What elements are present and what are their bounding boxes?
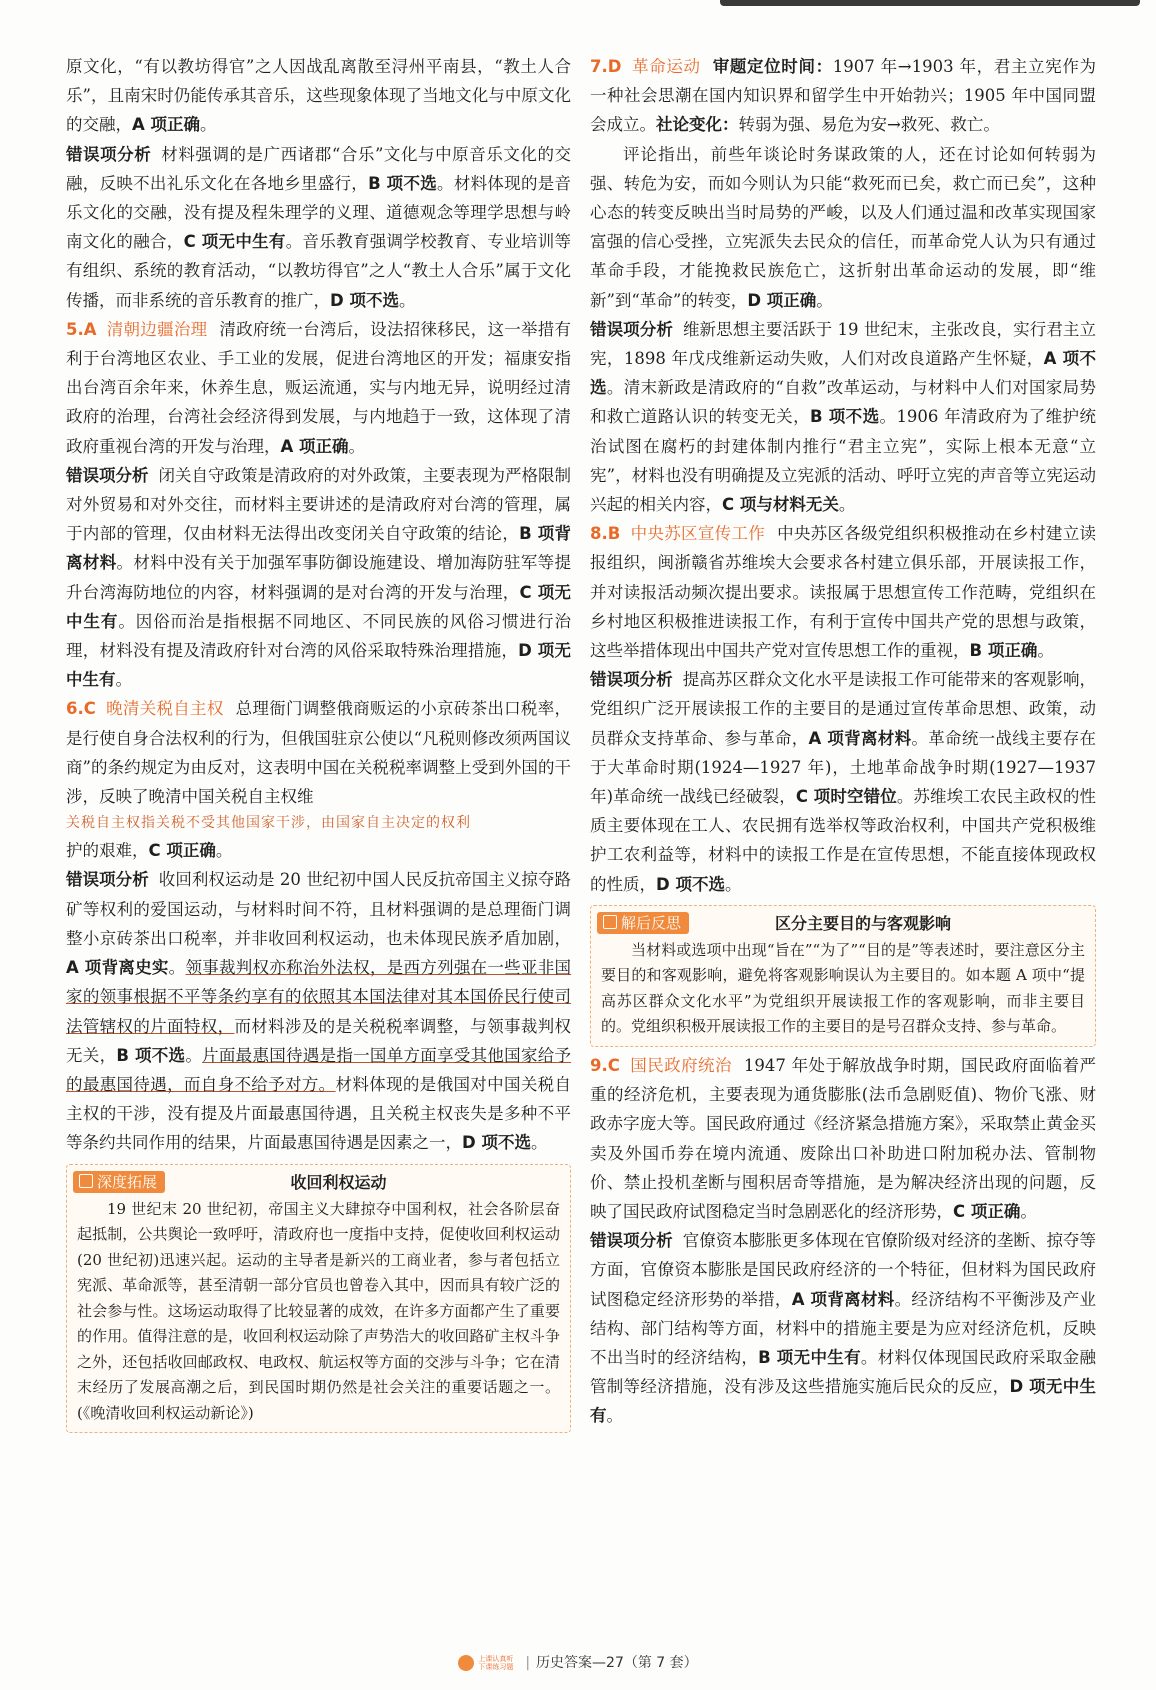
q9-error-analysis [590, 1226, 1096, 1430]
q6-handwritten-note: 关税自主权指关税不受其他国家干涉，由国家自主决定的权利 [66, 815, 471, 832]
q6-answer [66, 694, 571, 865]
q8-body: 中央苏区各级党组织积极推动在乡村建立读报组织，闽浙赣省苏维埃大会要求各村建立俱乐部，开展读报工作，并对读报活动频次提出要求。读报属于思想宣传工作范畴，党组织在乡村地区积极推进读报工作，有利于宣传中国共产党的思想与政策，这些举措体现出中国共产党对宣传思想工作的重视，B 项正确。 [590, 524, 1097, 661]
left-column [66, 52, 571, 1437]
q5-error-analysis [66, 461, 571, 695]
q6-error-text-b: 而材料涉及的是关税税率调整，与领事裁判权无关，B 项不选。 [66, 1016, 572, 1065]
q6-underlined-definition-2: 片面最惠国待遇是指一国单方面享受其他国家给予的最惠国待遇，而自身不给予对方。 [66, 1045, 572, 1094]
reflection-tag [597, 912, 689, 934]
page-footer [0, 1652, 1156, 1672]
q6-error-text-a: 收回利权运动是 20 世纪初中国人民反抗帝国主义掠夺路矿等权利的爱国运动，与材料时间不符，且材料强调的是总理衙门调整小京砖茶出口税率，并非收回利权运动，也未体现民族矛盾加剧，A 项背离史实。 [66, 870, 571, 978]
deep-extension-tag [73, 1171, 165, 1193]
error-analysis-label: 错误项分析 [590, 670, 673, 690]
q6-underlined-definition-1: 领事裁判权亦称治外法权，是西方列强在一些亚非国家的领事根据不平等条约享有的依照其本国法律对其本国侨民行使司法管辖权的片面特权， [66, 958, 572, 1036]
error-analysis-label: 错误项分析 [66, 144, 152, 164]
q7-error-analysis [590, 315, 1096, 519]
right-column [590, 52, 1096, 1431]
deep-extension-box [66, 1164, 571, 1434]
q6-body-b: 护的艰难，C 项正确。 [66, 841, 233, 861]
q7-body: 评论指出，前些年谈论时务谋政策的人，还在讨论如何转弱为强、转危为安，而如今则认为只能“救死而已矣，救亡而已矣”，这种心态的转变反映出当时局势的严峻，以及人们通过温和改革实现国家富强的信心受挫，立宪派失去民众的信任，而革命党人认为只有通过革命手段，才能挽救民族危亡，这折射出革命运动的发展，即“维新”到“革命”的转变，D 项正确。 [590, 144, 1096, 310]
q7-error-text: 维新思想主要活跃于 19 世纪末，主张改良，实行君主立宪，1898 年戊戌维新运动失败，人们对改良道路产生怀疑，A 项不选。清末新政是清政府的“自救”改革运动，与材料中人们对国家局势和救亡道路认识的转变无关，B 项不选。1906 年清政府为了维护统治试图在腐朽的封建体制内推行“君主立宪”，实际上根本无意“立宪”，材料也没有明确提及立宪派的活动、呼吁立宪的声音等立宪运动兴起的相关内容，C 项与材料无关。 [590, 319, 1097, 515]
q8-answer [590, 519, 1096, 665]
slogan-line-1: 上课认真听 [478, 1655, 514, 1663]
q5-error-text: 闭关自守政策是清政府的对外政策，主要表现为严格限制对外贸易和对外交往，而材料主要讲述的是清政府对台湾的管理，属于内部的管理，仅由材料无法得出改变闭关自守政策的结论，B 项背离材料。材料中没有关于加强军事防御设施建设、增加海防驻军等提升台湾海防地位的内容，材料强调的是对台湾的开发与治理，C 项无中生有。因俗而治是指根据不同地区、不同民族的风俗习惯进行治理，材料没有提及清政府针对台湾的风俗采取特殊治理措施，D 项无中生有。 [66, 465, 572, 690]
error-analysis-label: 错误项分析 [590, 319, 673, 339]
q7-time-text: 1907 年→1903 年，君主立宪作为一种社会思潮在国内知识界和留学生中开始勃兴；1905 年中国同盟会成立。 [590, 57, 1097, 135]
q9-body: 1947 年处于解放战争时期，国民政府面临着严重的经济危机，主要表现为通货膨胀(法币急剧贬值)、物价飞涨、财政赤字庞大等。国民政府通过《经济紧急措施方案》，采取禁止黄金买卖及外国币券在境内流通、废除出口补助进口附加税办法、管制物价、禁止投机垄断与囤积居奇等措施，是为解决经济出现的问题，反映了国民政府试图稳定当时急剧恶化的经济形势，C 项正确。 [590, 1055, 1096, 1221]
q6-error-analysis [66, 865, 571, 1157]
top-edge-bar [720, 0, 1140, 6]
q5-answer [66, 315, 571, 461]
reflection-box [590, 905, 1096, 1047]
publisher-logo-icon [458, 1655, 474, 1671]
box-header [601, 910, 1085, 938]
error-analysis-label: 错误项分析 [590, 1231, 673, 1251]
box-title: 收回利权运动 [290, 1172, 387, 1192]
q6-topic: 晚清关税自主权 [105, 699, 224, 719]
box-body: 19 世纪末 20 世纪初，帝国主义大肆掠夺中国利权，社会各阶层奋起抵制，公共舆论一致呼吁，清政府也一度指中支持，促使收回利权运动(20 世纪初)迅速兴起。运动的主导者是新兴的工商业者，参与者包括立宪派、革命派等，甚至清朝一部分官员也曾卷入其中，因而具有较广泛的社会参与性。这场运动取得了比较显著的成效，在许多方面都产生了重要的作用。值得注意的是，收回利权运动除了声势浩大的收回路矿主权斗争之外，还包括收回邮政权、电政权、航运权等方面的交涉与斗争；它在清末经历了发展高潮之后，到民国时期仍然是社会关注的重要话题之一。(《晚清收回利权运动新论》) [77, 1199, 560, 1422]
tag-label: 解后反思 [621, 913, 682, 932]
q7-number: 7.D [590, 57, 622, 76]
pencil-icon [79, 1174, 93, 1188]
q6-error-text-c: 材料体现的是俄国对中国关税自主权的干涉，没有提及片面最惠国待遇，且关税主权丧失是多种不平等条约共同作用的结果，片面最惠国待遇是因素之一，D 项不选。 [66, 1074, 572, 1153]
box-header [77, 1169, 560, 1197]
footer-slogan [478, 1655, 513, 1671]
q7-time-label: 审题定位时间： [712, 57, 833, 76]
q8-error-text: 提高苏区群众文化水平是读报工作可能带来的客观影响，党组织广泛开展读报工作的主要目的是通过宣传革命思想、政策，动员群众支持革命、参与革命，A 项背离材料。革命统一战线主要存在于大革命时期(1924—1927 年)，土地革命战争时期(1927—1937 年)革命统一战线已经破裂，C 项时空错位。苏维埃工农民主政权的性质主要体现在工人、农民拥有选举权等政治权利，中国共产党积极维护工农利益等，材料中的读报工作是在宣传思想，不能直接体现政权的性质，D 项不选。 [590, 670, 1097, 894]
box-title: 区分主要目的与客观影响 [774, 913, 951, 933]
q9-error-text: 官僚资本膨胀更多体现在官僚阶级对经济的垄断、掠夺等方面，官僚资本膨胀是国民政府经济的一个特征，但材料为国民政府试图稳定经济形势的举措，A 项背离材料。经济结构不平衡涉及产业结构、部门结构等方面，材料中的措施主要是为应对经济危机，反映不出当时的经济结构，B 项无中生有。材料仅体现国民政府采取金融管制等经济措施，没有涉及这些措施实施后民众的反应，D 项无中生有。 [590, 1231, 1097, 1426]
error-analysis-label: 错误项分析 [66, 870, 149, 890]
q4-error-text: 材料强调的是广西诸郡“合乐”文化与中原音乐文化的交融，反映不出礼乐文化在各地乡里盛行，B 项不选。材料体现的是音乐文化的交融，没有提及程朱理学的义理、道德观念等理学思想与岭南文化的融合，C 项无中生有。音乐教育强调学校教育、专业培训等有组织、系统的教育活动，“以教坊得官”之人“教土人合乐”属于文化传播，而非系统的音乐教育的推广，D 项不选。 [66, 144, 572, 310]
q9-answer [590, 1051, 1096, 1226]
q5-body: 清政府统一台湾后，设法招徕移民，这一举措有利于台湾地区农业、手工业的发展，促进台湾地区的开发；福康安指出台湾百余年来，休养生息，贩运流通，实与内地无异，说明经过清政府的治理，台湾社会经济得到发展，与内地趋于一致，这体现了清政府重视台湾的开发与治理，A 项正确。 [66, 319, 572, 456]
q6-number: 6.C [66, 699, 96, 719]
q7-answer-head [590, 52, 1096, 140]
q7-change-text: 转弱为强、易危为安→救死、救亡。 [738, 115, 1000, 135]
box-body: 当材料或选项中出现“旨在”“为了”“目的是”等表述时，要注意区分主要目的和客观影响，避免将客观影响误认为主要目的。如本题 A 项中“提高苏区群众文化水平”为党组织开展读报工作的客观影响，而非主要目的。党组织积极开展读报工作的主要目的是号召群众支持、参与革命。 [601, 940, 1085, 1036]
q4-intro-paragraph: 原文化，“有以教坊得官”之人因战乱离散至浔州平南县，“教土人合乐”，且南宋时仍能传承其音乐，这些现象体现了当地文化与中原文化的交融，A 项正确。 [66, 57, 571, 135]
checkbox-icon [603, 915, 617, 929]
q8-error-analysis [590, 665, 1096, 899]
q4-error-analysis [66, 140, 571, 315]
q7-change-label: 社论变化： [656, 115, 739, 135]
tag-label: 深度拓展 [97, 1172, 158, 1191]
q8-topic: 中央苏区宣传工作 [630, 524, 766, 544]
q5-topic: 清朝边疆治理 [106, 319, 208, 339]
q7-topic: 革命运动 [631, 57, 701, 76]
footer-separator: | [525, 1655, 531, 1671]
q6-body-a: 总理衙门调整俄商贩运的小京砖茶出口税率，是行使自身合法权利的行为，但俄国驻京公使以“凡税则修改须两国议商”的条约规定为由反对，这表明中国在关税税率调整上受到外国的干涉，反映了晚清中国关税自主权维 [66, 699, 572, 807]
q9-number: 9.C [590, 1055, 620, 1075]
q5-number: 5.A [66, 319, 97, 339]
q8-number: 8.B [590, 524, 621, 544]
slogan-line-2: 下课练习题 [478, 1663, 514, 1671]
footer-page-label: 历史答案—27（第 7 套） [536, 1655, 698, 1671]
error-analysis-label: 错误项分析 [66, 465, 149, 485]
q9-topic: 国民政府统治 [629, 1055, 732, 1075]
